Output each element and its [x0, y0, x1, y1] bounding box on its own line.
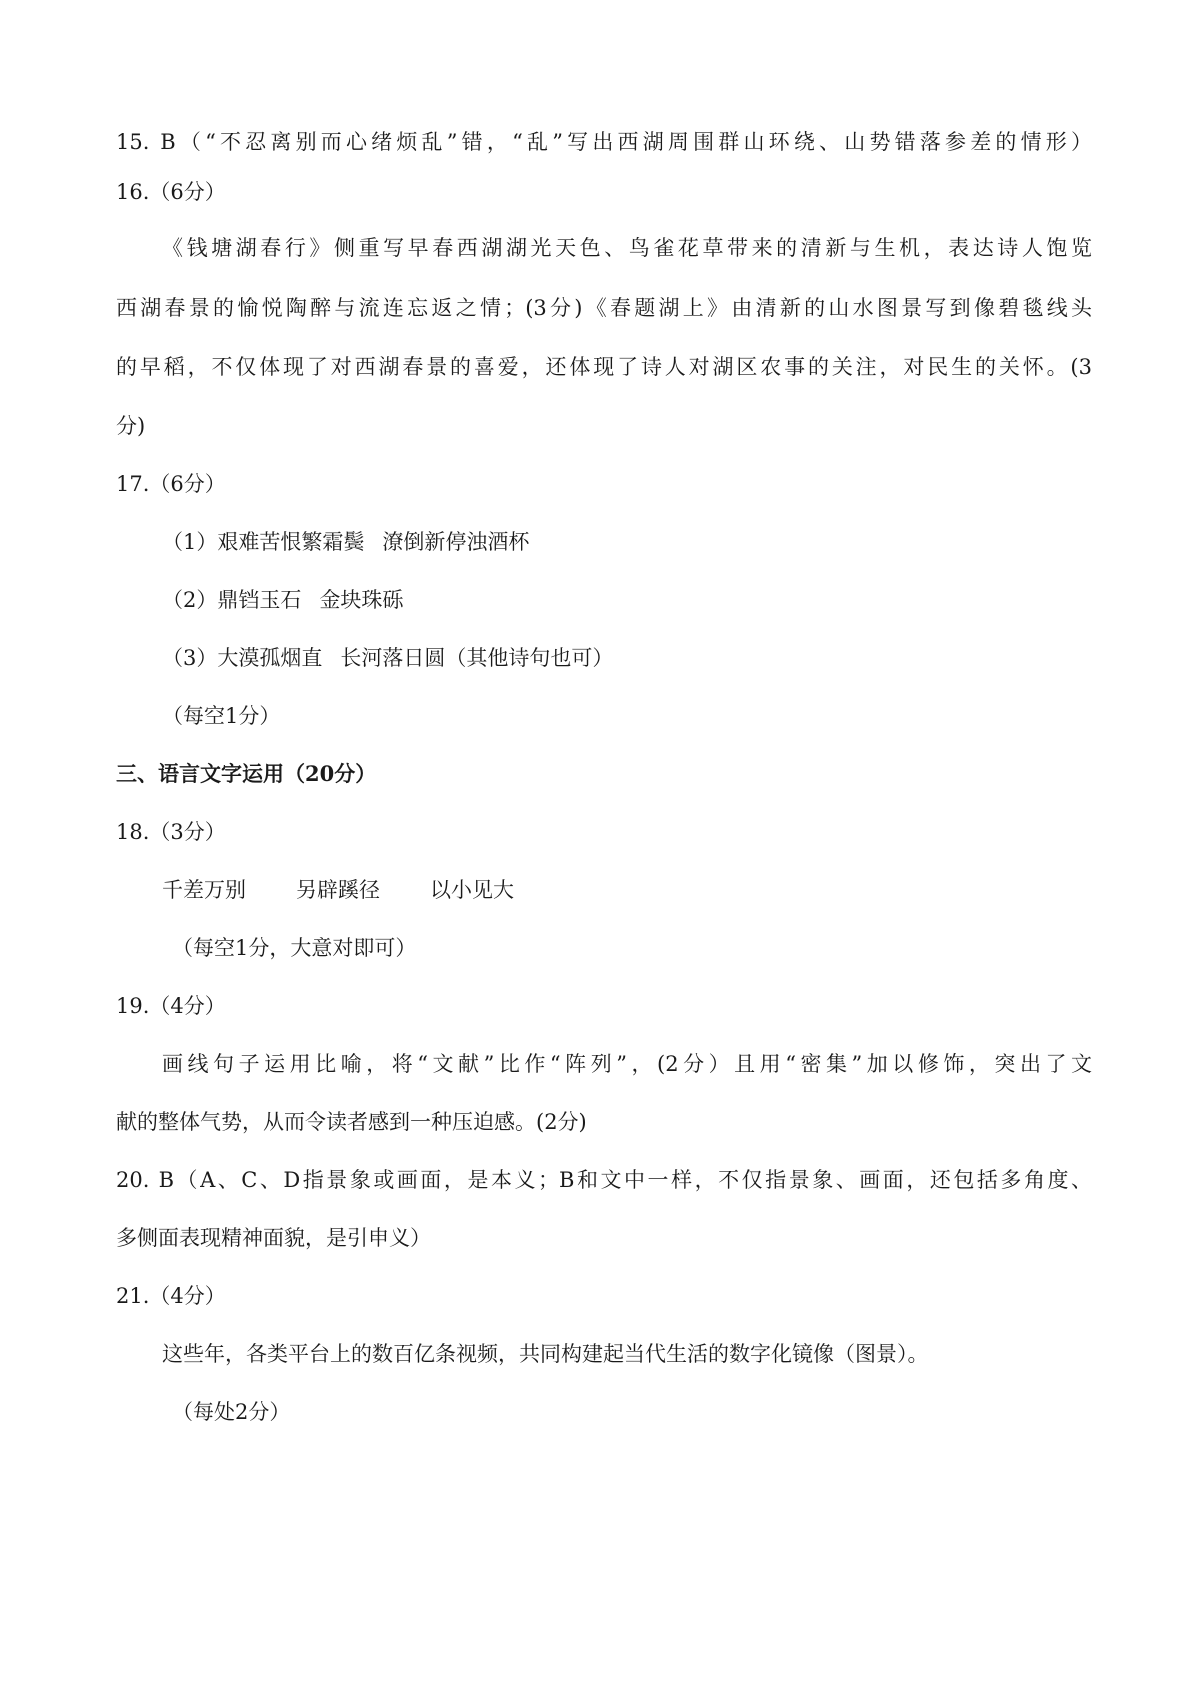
- answer-17-item-1: [162, 528, 529, 556]
- answer-21-line-1: 这些年，各类平台上的数百亿条视频，共同构建起当代生活的数字化镜像（图景）。: [162, 1342, 929, 1366]
- answer-19-line-1: 画线句子运用比喻，将“文献”比作“阵列”，(2分）且用“密集”加以修饰，突出了文: [162, 1052, 1092, 1076]
- answer-16-line-2: 西湖春景的愉悦陶醉与流连忘返之情；(3分)《春题湖上》由清新的山水图景写到像碧毯线头: [116, 296, 1092, 320]
- section-3-heading: 三、语言文字运用（20分）: [116, 761, 377, 786]
- answer-18-words: [162, 876, 514, 904]
- answer-17-note: （每空1分）: [162, 704, 281, 728]
- answer-16-heading: 16.（6分）: [116, 180, 226, 204]
- answer-18-word-3: 以小见大: [430, 878, 514, 902]
- answer-17-item-2: [162, 586, 403, 614]
- answer-21-heading: 21.（4分）: [116, 1284, 226, 1308]
- answer-19-heading: 19.（4分）: [116, 994, 226, 1018]
- answer-17-item-2-second: 金块珠砾: [319, 588, 404, 612]
- answer-18-note: （每空1分，大意对即可）: [172, 936, 417, 960]
- answer-20-line-1: 20. B（A、C、D指景象或画面，是本义；B和文中一样，不仅指景象、画面，还包括多角度、: [116, 1168, 1092, 1192]
- answer-16-line-3: 的早稻，不仅体现了对西湖春景的喜爱，还体现了诗人对湖区农事的关注，对民生的关怀。(3: [116, 355, 1092, 379]
- answer-17-item-3-first: （3）大漠孤烟直: [162, 646, 323, 670]
- answer-15: 15. B（“不忍离别而心绪烦乱”错，“乱”写出西湖周围群山环绕、山势错落参差的情形）: [116, 130, 1092, 154]
- answer-17-item-1-second: 潦倒新停浊酒杯: [382, 530, 530, 554]
- answer-18-word-1: 千差万别: [162, 878, 246, 902]
- answer-19-line-2: 献的整体气势，从而令读者感到一种压迫感。(2分): [116, 1110, 587, 1134]
- answer-21-note: （每处2分）: [172, 1400, 291, 1424]
- answer-16-line-4: 分): [116, 414, 146, 438]
- answer-17-item-1-first: （1）艰难苦恨繁霜鬓: [162, 530, 365, 554]
- answer-17-item-3-second: 长河落日圆（其他诗句也可）: [340, 646, 614, 670]
- answer-20-line-2: 多侧面表现精神面貌，是引申义）: [116, 1226, 431, 1250]
- answer-17-item-2-first: （2）鼎铛玉石: [162, 588, 302, 612]
- answer-17-item-3: [162, 644, 613, 672]
- answer-16-line-1: 《钱塘湖春行》侧重写早春西湖湖光天色、鸟雀花草带来的清新与生机，表达诗人饱览: [162, 236, 1092, 260]
- answer-17-heading: 17.（6分）: [116, 472, 226, 496]
- answer-18-word-2: 另辟蹊径: [296, 878, 380, 902]
- answer-18-heading: 18.（3分）: [116, 820, 226, 844]
